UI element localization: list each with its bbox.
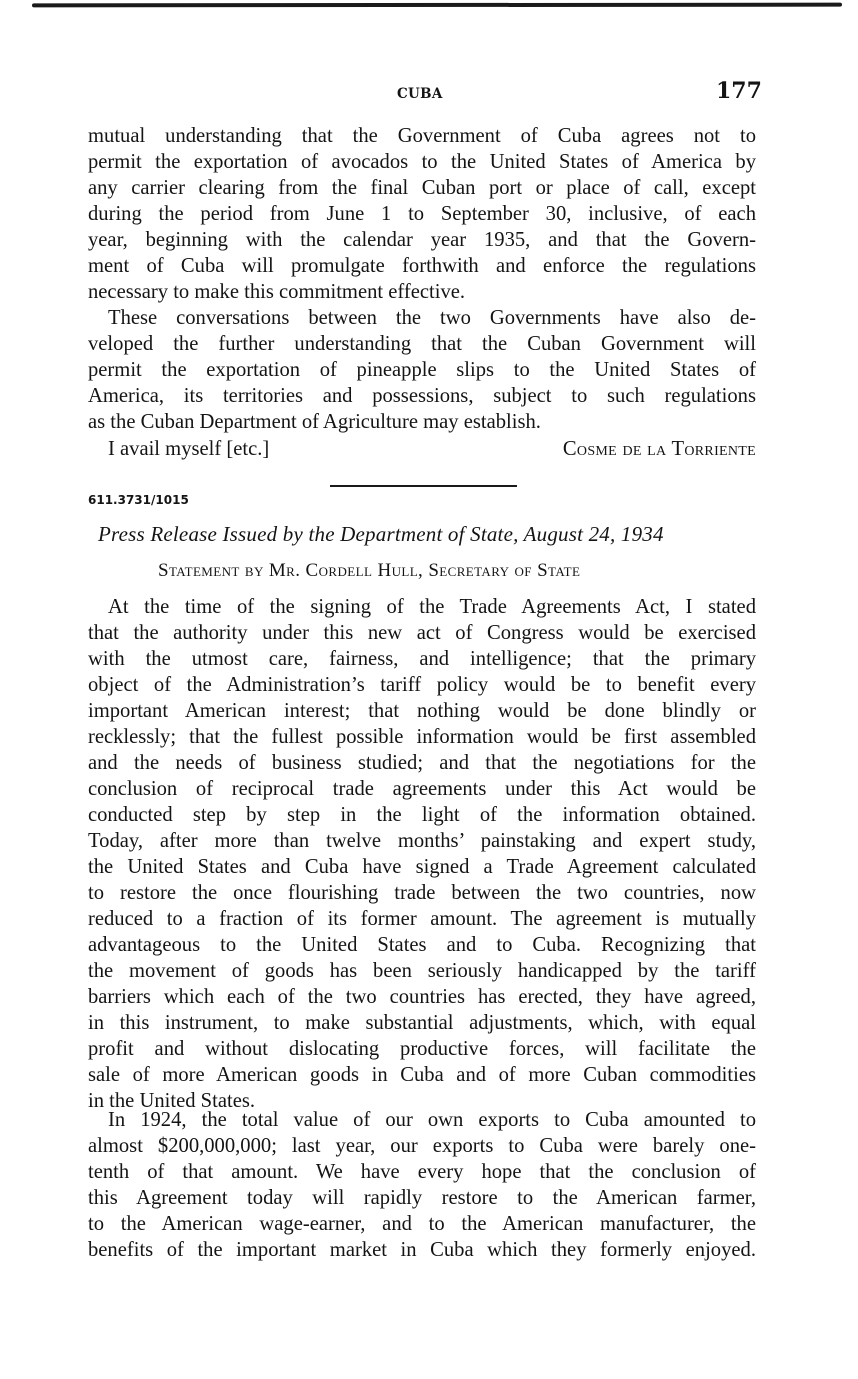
continuation-paragraph (88, 123, 756, 305)
text-line: necessary to make this commitment effective. (88, 281, 466, 303)
text-line: tenth of that amount. We have every hope that the conclusion of (88, 1161, 756, 1183)
text-line: profit and without dislocating productive forces, will facilitate the (88, 1038, 756, 1060)
text-line: These conversations between the two Governments have also de- (108, 307, 756, 329)
text-line: permit the exportation of avocados to the United States of America by (88, 151, 756, 173)
text-line: to restore the once flourishing trade between the two countries, now (88, 882, 756, 904)
signature: Cosme de la Torriente (562, 438, 756, 460)
pineapple-paragraph (88, 305, 756, 435)
text-line: ment of Cuba will promulgate forthwith and enforce the regulations (88, 255, 756, 277)
paragraph (88, 1107, 756, 1263)
text-line: and the needs of business studied; and that the negotiations for the (88, 752, 756, 774)
text-line: this Agreement today will rapidly restore to the American farmer, (88, 1187, 756, 1209)
statement-paragraph-2 (88, 1107, 756, 1263)
top-border-rule (32, 3, 842, 8)
running-header (0, 80, 858, 106)
text-line: permit the exportation of pineapple slips to the United States of (88, 359, 756, 381)
text-line: recklessly; that the fullest possible information would be first assembled (88, 726, 756, 748)
text-line: America, its territories and possessions, subject to such regulations (88, 385, 756, 407)
text-line: conclusion of reciprocal trade agreements under this Act would be (88, 778, 756, 800)
text-line: year, beginning with the calendar year 1935, and that the Govern- (88, 229, 756, 251)
statement-heading: Statement by Mr. Cordell Hull, Secretary of State (158, 560, 581, 581)
text-line: to the American wage-earner, and to the American manufacturer, the (88, 1213, 756, 1235)
text-line: during the period from June 1 to September 30, inclusive, of each (88, 203, 756, 225)
text-line: important American interest; that nothing would be done blindly or (88, 700, 756, 722)
text-line: barriers which each of the two countries has erected, they have agreed, (88, 986, 756, 1008)
text-line: the United States and Cuba have signed a Trade Agreement calculated (88, 856, 756, 878)
complimentary-close: I avail myself [etc.] (108, 438, 270, 460)
text-line: any carrier clearing from the final Cuban port or place of call, except (88, 177, 756, 199)
letter-closing (108, 436, 756, 462)
text-line: object of the Administration’s tariff policy would be to benefit every (88, 674, 756, 696)
paragraph (88, 594, 756, 1114)
text-line: with the utmost care, fairness, and intelligence; that the primary (88, 648, 756, 670)
text-line: sale of more American goods in Cuba and of more Cuban commodities (88, 1064, 756, 1086)
text-line: reduced to a fraction of its former amount. The agreement is mutually (88, 908, 756, 930)
text-line: veloped the further understanding that the Cuban Government will (88, 333, 756, 355)
running-title: CUBA (397, 86, 443, 102)
press-release-title: Press Release Issued by the Department of State, August 24, 1934 (98, 522, 664, 546)
paragraph (88, 305, 756, 435)
text-line: In 1924, the total value of our own exports to Cuba amounted to (108, 1109, 756, 1131)
text-line: that the authority under this new act of Congress would be exercised (88, 622, 756, 644)
document-reference: 611.3731/1015 (88, 493, 189, 507)
text-line: conducted step by step in the light of the information obtained. (88, 804, 756, 826)
text-line: mutual understanding that the Government of Cuba agrees not to (88, 125, 756, 147)
section-divider (330, 485, 517, 487)
text-line: At the time of the signing of the Trade Agreements Act, I stated (108, 596, 756, 618)
text-line: benefits of the important market in Cuba which they formerly enjoyed. (88, 1239, 756, 1261)
text-line: Today, after more than twelve months’ painstaking and expert study, (88, 830, 756, 852)
text-line: the movement of goods has been seriously handicapped by the tariff (88, 960, 756, 982)
text-line: in the United States. (88, 1090, 256, 1112)
text-line: in this instrument, to make substantial adjustments, which, with equal (88, 1012, 756, 1034)
text-line: as the Cuban Department of Agriculture may establish. (88, 411, 541, 433)
text-line: almost $200,000,000; last year, our exports to Cuba were barely one- (88, 1135, 756, 1157)
statement-paragraph-1 (88, 594, 756, 1114)
paragraph (88, 123, 756, 305)
page-number: 177 (716, 78, 762, 104)
text-line: advantageous to the United States and to Cuba. Recognizing that (88, 934, 756, 956)
